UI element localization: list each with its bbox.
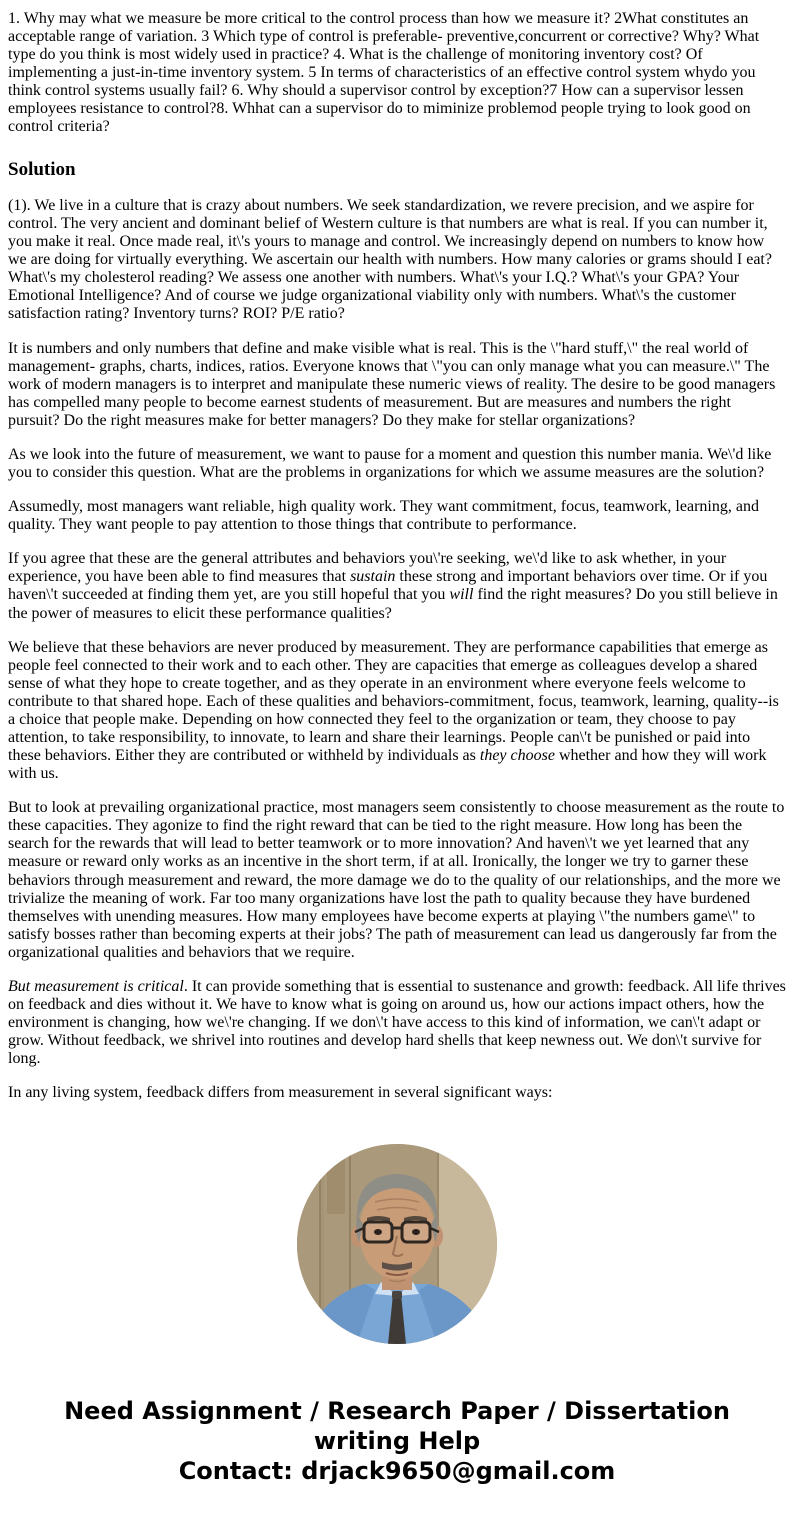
text-run: whether and how they will work with us. xyxy=(8,747,767,783)
solution-paragraph xyxy=(8,799,786,962)
footer-cta xyxy=(25,1396,770,1486)
solution-paragraph xyxy=(8,498,786,534)
text-run: But measurement is critical xyxy=(8,977,184,995)
text-run: these strong and important behaviors over time. Or if you haven\'t succeeded at finding them yet, are you still hopeful that you xyxy=(8,568,768,604)
solution-paragraph xyxy=(8,1084,786,1102)
solution-paragraphs xyxy=(8,197,786,1102)
solution-paragraph xyxy=(8,446,786,482)
questions-paragraph: 1. Why may what we measure be more critical to the control process than how we measure it? 2What constitutes an acceptable range of variation. 3 Which type of control is preferable- preventive,concurrent or corrective? Why? What type do you think is most widely used in practice? 4. What is the challenge of monitoring inventory cost? Of implementing a just-in-time inventory system. 5 In terms of characteristics of an effective control system whydo you think control systems usually fail? 6. Why should a supervisor control by exception?7 How can a supervisor lessen employees resistance to control?8. Whhat can a supervisor do to miminize problemod people trying to look good on control criteria? xyxy=(8,10,760,136)
text-run: As we look into the future of measurement, we want to pause for a moment and question this number mania. We\'d like you to consider this question. What are the problems in organizations for which we assume measures are the solution? xyxy=(8,445,772,482)
text-run: they choose xyxy=(479,747,555,765)
solution-heading: Solution xyxy=(8,158,76,180)
text-run: . It can provide something that is essential to sustenance and growth: feedback. All life thrives on feedback and dies without it. We have to know what is going on around us, how our actions impact others, how the environment is changing, how we\'re changing. If we don\'t have access to this kind of information, we can\'t adapt or grow. Without feedback, we shrivel into routines and develop hard shells that keep newness out. We don\'t survive for long. xyxy=(8,977,786,1068)
author-photo-illustration xyxy=(297,1144,497,1344)
solution-paragraph xyxy=(8,639,786,784)
text-run: It is numbers and only numbers that define and make visible what is real. This is the \"hard stuff,\" the real world of management- graphs, charts, indices, ratios. Everyone knows that \"you can only manage what you can measure.\" The work of modern managers is to interpret and manipulate these numeric views of reality. The desire to be good managers has compelled many people to become earnest students of measurement. But are measures and numbers the right pursuit? Do the right measures make for better managers? Do they make for stellar organizations? xyxy=(8,339,776,429)
text-run: (1). We live in a culture that is crazy about numbers. We seek standardization, we revere precision, and we aspire for control. The very ancient and dominant belief of Western culture is that numbers are what is real. If you can number it, you make it real. Once made real, it\'s yours to manage and control. We increasingly depend on numbers to know how we are doing for virtually everything. We ascertain our health with numbers. How many calories or grams should I eat? What\'s my cholesterol reading? We assess one another with numbers. What\'s your I.Q.? What\'s your GPA? Your Emotional Intelligence? And of course we judge organizational viability only with numbers. What\'s the customer satisfaction rating? Inventory turns? ROI? P/E ratio? xyxy=(8,197,772,323)
text-run: But to look at prevailing organizational practice, most managers seem consistently to choose measurement as the route to these capacities. They agonize to find the right reward that can be tied to the right measure. How long has been the search for the rewards that will lead to better teamwork or to more innovation? And haven\'t we yet learned that any measure or reward only works as an incentive in the short term, if at all. Ironically, the longer we try to garner these behaviors through measurement and reward, the more damage we do to the quality of our relationships, and the more we trivialize the meaning of work. Far too many organizations have lost the path to quality because they have burdened themselves with unending measures. How many employees have become experts at playing \"the numbers game\" to satisfy bosses rather than becoming experts at their jobs? The path of measurement can lead us dangerously far from the organizational qualities and behaviors that we require. xyxy=(8,799,785,961)
solution-paragraph xyxy=(8,340,786,430)
text-run: If you agree that these are the general attributes and behaviors you\'re seeking, we\'d like to ask whether, in your experience, you have been able to find measures that xyxy=(8,550,727,586)
solution-paragraph xyxy=(8,550,786,622)
text-run: In any living system, feedback differs from measurement in several significant ways: xyxy=(8,1084,553,1102)
author-photo xyxy=(297,1144,497,1344)
solution-paragraph xyxy=(8,197,786,324)
text-run: We believe that these behaviors are never produced by measurement. They are performance capabilities that emerge as people feel connected to their work and to each other. They are capacities that emerge as colleagues develop a shared sense of what they hope to create together, and as they operate in an environment where everyone feels welcome to contribute to that shared hope. Each of these qualities and behaviors-commitment, focus, teamwork, learning, quality--is a choice that people make. Depending on how connected they feel to the organization or team, they choose to pay attention, to take responsibility, to innovate, to learn and share their learnings. People can\'t be punished or paid into these behaviors. Either they are contributed or withheld by individuals as xyxy=(8,638,779,765)
text-run: Assumedly, most managers want reliable, high quality work. They want commitment, focus, teamwork, learning, and quality. They want people to pay attention to those things that contribute to performance. xyxy=(8,498,759,534)
text-run: sustain xyxy=(350,568,396,586)
footer-help-text: Need Assignment / Research Paper / Dissertation writing Help xyxy=(64,1397,730,1456)
text-run: find the right measures? Do you still believe in the power of measures to elicit these performance qualities? xyxy=(8,586,778,622)
text-run: will xyxy=(449,586,474,604)
solution-paragraph xyxy=(8,978,786,1068)
footer-contact-email: Contact: drjack9650@gmail.com xyxy=(178,1457,616,1486)
